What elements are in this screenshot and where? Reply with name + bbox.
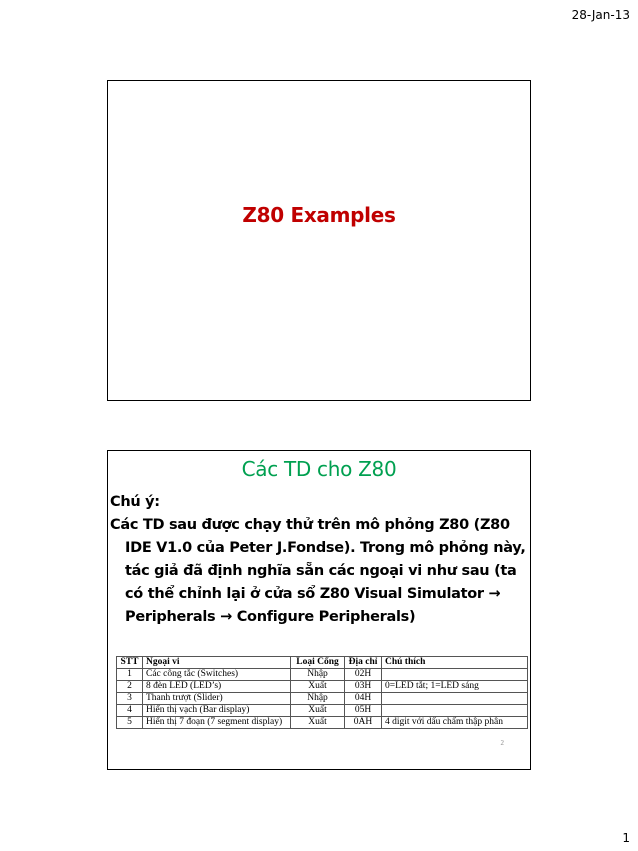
cell-address: 04H — [345, 693, 382, 705]
cell-note — [382, 669, 528, 681]
col-header-port-type: Loại Cổng — [291, 657, 345, 669]
cell-note — [382, 693, 528, 705]
cell-address: 03H — [345, 681, 382, 693]
table-row — [117, 717, 528, 729]
cell-peripheral: Hiển thị vạch (Bar display) — [143, 705, 291, 717]
cell-note: 4 digit với dấu chấm thập phân — [382, 717, 528, 729]
cell-address: 05H — [345, 705, 382, 717]
cell-note — [382, 705, 528, 717]
cell-port-type: Xuất — [291, 717, 345, 729]
slide-2 — [107, 450, 531, 770]
col-header-address: Địa chỉ — [345, 657, 382, 669]
table-row — [117, 693, 528, 705]
cell-stt: 2 — [117, 681, 143, 693]
cell-note: 0=LED tắt; 1=LED sáng — [382, 681, 528, 693]
slide-1-title: Z80 Examples — [242, 203, 396, 227]
slide-number: 2 — [500, 739, 504, 747]
cell-peripheral: 8 đèn LED (LED’s) — [143, 681, 291, 693]
table-row — [117, 681, 528, 693]
table-row — [117, 669, 528, 681]
col-header-note: Chú thích — [382, 657, 528, 669]
peripherals-table — [116, 656, 528, 729]
table-row — [117, 705, 528, 717]
cell-port-type: Nhập — [291, 669, 345, 681]
header-date: 28-Jan-13 — [571, 8, 630, 22]
cell-address: 0AH — [345, 717, 382, 729]
note-heading: Chú ý: — [110, 494, 160, 510]
cell-stt: 5 — [117, 717, 143, 729]
cell-port-type: Nhập — [291, 693, 345, 705]
cell-stt: 4 — [117, 705, 143, 717]
slide-2-body — [110, 491, 528, 629]
col-header-peripheral: Ngoại vi — [143, 657, 291, 669]
cell-port-type: Xuất — [291, 681, 345, 693]
cell-peripheral: Thanh trượt (Slider) — [143, 693, 291, 705]
table-header-row — [117, 657, 528, 669]
col-header-stt: STT — [117, 657, 143, 669]
cell-stt: 1 — [117, 669, 143, 681]
cell-port-type: Xuất — [291, 705, 345, 717]
note-body: Các TD sau được chạy thử trên mô phỏng Z80 (Z80 IDE V1.0 của Peter J.Fondse). Trong mô phỏng này, tác giả đã định nghĩa sẵn các ngoại vi như sau (ta có thể chỉnh lại ở cửa sổ Z80 Visual Simulator → Peripherals → Configure Peripherals) — [110, 517, 526, 625]
cell-address: 02H — [345, 669, 382, 681]
cell-peripheral: Hiển thị 7 đoạn (7 segment display) — [143, 717, 291, 729]
slide-1 — [107, 80, 531, 401]
slide-2-title: Các TD cho Z80 — [241, 457, 397, 481]
cell-stt: 3 — [117, 693, 143, 705]
page-number: 1 — [622, 831, 630, 845]
cell-peripheral: Các công tắc (Switches) — [143, 669, 291, 681]
